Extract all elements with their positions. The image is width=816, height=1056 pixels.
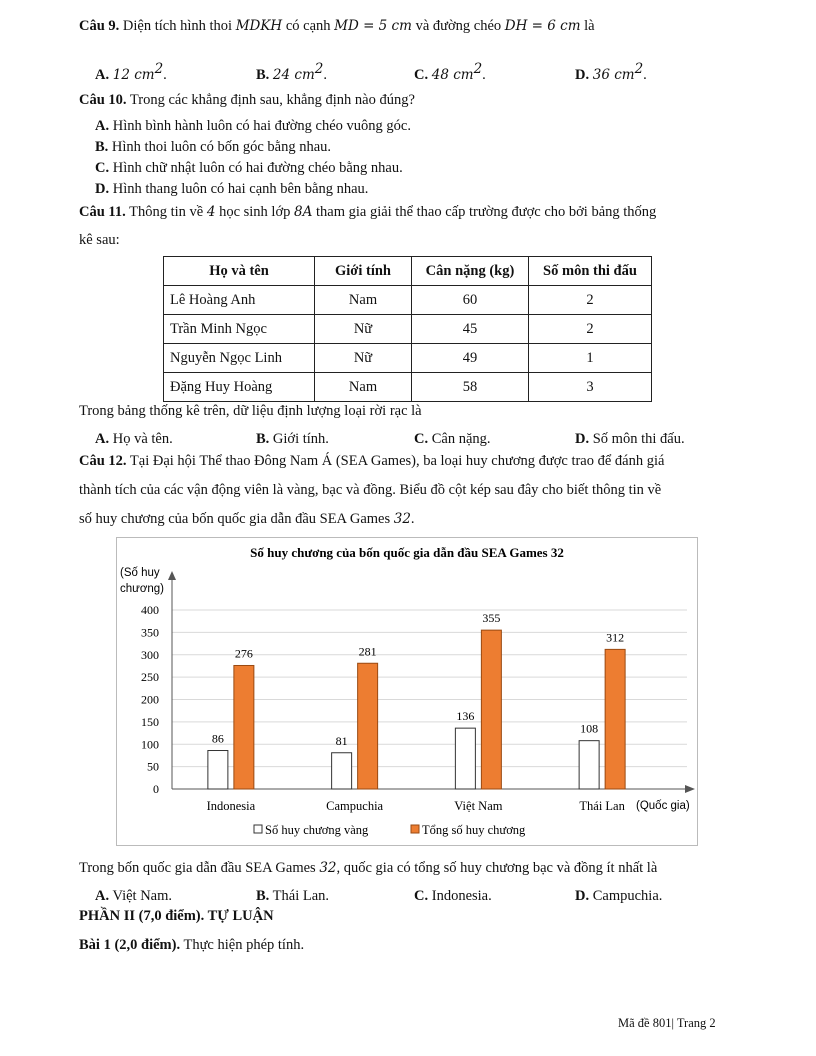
cell-name: Lê Hoàng Anh: [164, 286, 315, 315]
legend-swatch-total: [411, 825, 419, 833]
q11-option-d[interactable]: D. Số môn thi đấu.: [575, 431, 685, 447]
bar-total: [605, 649, 625, 789]
data-label: 81: [335, 733, 348, 748]
q9-stem: Câu 9. Diện tích hình thoi MDKH có cạnh MD = 5 cm và đường chéo DH = 6 cm là: [79, 18, 595, 34]
data-label: 355: [482, 611, 501, 626]
bar-gold: [579, 741, 599, 789]
x-tick-label: Thái Lan: [579, 799, 625, 813]
y-axis-arrow: [168, 571, 176, 580]
y-tick-label: 350: [141, 625, 159, 640]
legend-swatch-gold: [254, 825, 262, 833]
q11-stem: Câu 11. Thông tin về 4 học sinh lớp 8A tham gia giải thể thao cấp trường được cho bởi bảng thống: [79, 204, 657, 220]
data-label: 281: [358, 644, 377, 659]
x-axis-label: (Quốc gia): [636, 800, 690, 812]
y-tick-label: 400: [141, 603, 159, 617]
table-row: [164, 286, 652, 315]
x-tick-label: Việt Nam: [454, 799, 503, 813]
table-row: [164, 373, 652, 402]
col-header-events: Số môn thi đấu: [529, 257, 652, 286]
y-tick-label: 50: [147, 759, 159, 774]
cell-events: 2: [529, 315, 652, 344]
q12-option-d[interactable]: D. Campuchia.: [575, 888, 663, 904]
q11-option-c[interactable]: C. Cân nặng.: [414, 431, 491, 447]
medal-chart: [116, 537, 698, 846]
bar-total: [234, 665, 254, 789]
cell-gender: Nam: [315, 286, 412, 315]
table-header-row: [164, 257, 652, 286]
data-label: 86: [211, 731, 224, 746]
cell-events: 2: [529, 286, 652, 315]
data-label: 276: [234, 646, 253, 661]
legend-label-gold: Số huy chương vàng: [265, 823, 369, 837]
cell-weight: 58: [412, 373, 529, 402]
q11-question: Trong bảng thống kê trên, dữ liệu định lượng loại rời rạc là: [79, 403, 422, 419]
q12-option-b[interactable]: B. Thái Lan.: [256, 888, 330, 904]
bai1-line: Bài 1 (2,0 điểm). Thực hiện phép tính.: [79, 937, 305, 953]
y-axis-label-line1: (Số huy: [120, 567, 160, 579]
cell-name: Trần Minh Ngọc: [164, 315, 315, 344]
legend-label-total: Tổng số huy chương: [422, 823, 526, 837]
bar-gold: [455, 728, 475, 789]
q10-stem: Câu 10. Trong các khẳng định sau, khẳng định nào đúng?: [79, 92, 415, 108]
bar-total: [358, 663, 378, 789]
cell-events: 1: [529, 344, 652, 373]
bar-total: [481, 630, 501, 789]
q11-stem-line2: kê sau:: [79, 232, 120, 248]
col-header-name: Họ và tên: [164, 257, 315, 286]
table-row: [164, 315, 652, 344]
data-label: 108: [580, 721, 599, 736]
q12-question: Trong bốn quốc gia dẫn đầu SEA Games 32, quốc gia có tổng số huy chương bạc và đồng ít nhất là: [79, 860, 658, 876]
x-tick-label: Indonesia: [206, 799, 256, 813]
part2-heading: PHẦN II (7,0 điểm). TỰ LUẬN: [79, 908, 274, 924]
q12-option-a[interactable]: A. Việt Nam.: [95, 888, 173, 904]
bar-gold: [208, 751, 228, 789]
cell-name: Đặng Huy Hoàng: [164, 373, 315, 402]
q10-option-a[interactable]: A. Hình bình hành luôn có hai đường chéo vuông góc.: [95, 118, 411, 134]
q9-option-c[interactable]: C. 48 $cm^2$.: [414, 61, 486, 83]
chart-title: Số huy chương của bốn quốc gia dẫn đầu SEA Games 32: [250, 545, 564, 560]
x-axis-arrow: [685, 785, 695, 793]
bar-gold: [332, 753, 352, 789]
y-tick-label: 150: [141, 714, 159, 729]
cell-weight: 45: [412, 315, 529, 344]
y-tick-label: 0: [153, 782, 159, 796]
cell-gender: Nữ: [315, 344, 412, 373]
q12-option-c[interactable]: C. Indonesia.: [414, 888, 492, 904]
y-tick-label: 300: [141, 647, 159, 662]
q12-stem-line2: thành tích của các vận động viên là vàng, bạc và đồng. Biểu đồ cột kép sau đây cho biết thông tin về: [79, 482, 662, 498]
q10-option-d[interactable]: D. Hình thang luôn có hai cạnh bên bằng nhau.: [95, 181, 369, 197]
data-label: 136: [456, 709, 475, 724]
q11-option-b[interactable]: B. Giới tính.: [256, 431, 329, 447]
q9-option-a[interactable]: A. 12 $cm^2$.: [95, 61, 167, 83]
y-tick-label: 250: [141, 670, 159, 685]
y-tick-label: 200: [141, 692, 159, 707]
q10-option-c[interactable]: C. Hình chữ nhật luôn có hai đường chéo bằng nhau.: [95, 160, 403, 176]
col-header-gender: Giới tính: [315, 257, 412, 286]
table-row: [164, 344, 652, 373]
q9-option-d[interactable]: D. 36 $cm^2$.: [575, 61, 647, 83]
data-label: 312: [606, 630, 625, 645]
y-axis-label-line2: chương): [120, 583, 165, 595]
medal-chart-svg: [117, 538, 697, 845]
cell-events: 3: [529, 373, 652, 402]
student-table: [163, 256, 652, 402]
cell-gender: Nữ: [315, 315, 412, 344]
q11-option-a[interactable]: A. Họ và tên.: [95, 431, 173, 447]
cell-weight: 49: [412, 344, 529, 373]
q9-option-b[interactable]: B. 24 $cm^2$.: [256, 61, 327, 83]
y-tick-label: 100: [141, 737, 159, 752]
cell-weight: 60: [412, 286, 529, 315]
page-footer: Mã đề 801| Trang 2: [618, 1016, 716, 1030]
q10-option-b[interactable]: B. Hình thoi luôn có bốn góc bằng nhau.: [95, 139, 332, 155]
cell-name: Nguyễn Ngọc Linh: [164, 344, 315, 373]
q12-stem-line1: Câu 12. Tại Đại hội Thể thao Đông Nam Á (SEA Games), ba loại huy chương được trao để đánh giá: [79, 453, 665, 469]
cell-gender: Nam: [315, 373, 412, 402]
col-header-weight: Cân nặng (kg): [412, 257, 529, 286]
x-tick-label: Campuchia: [326, 799, 384, 813]
q12-stem-line3: số huy chương của bốn quốc gia dẫn đầu SEA Games 32.: [79, 511, 415, 527]
